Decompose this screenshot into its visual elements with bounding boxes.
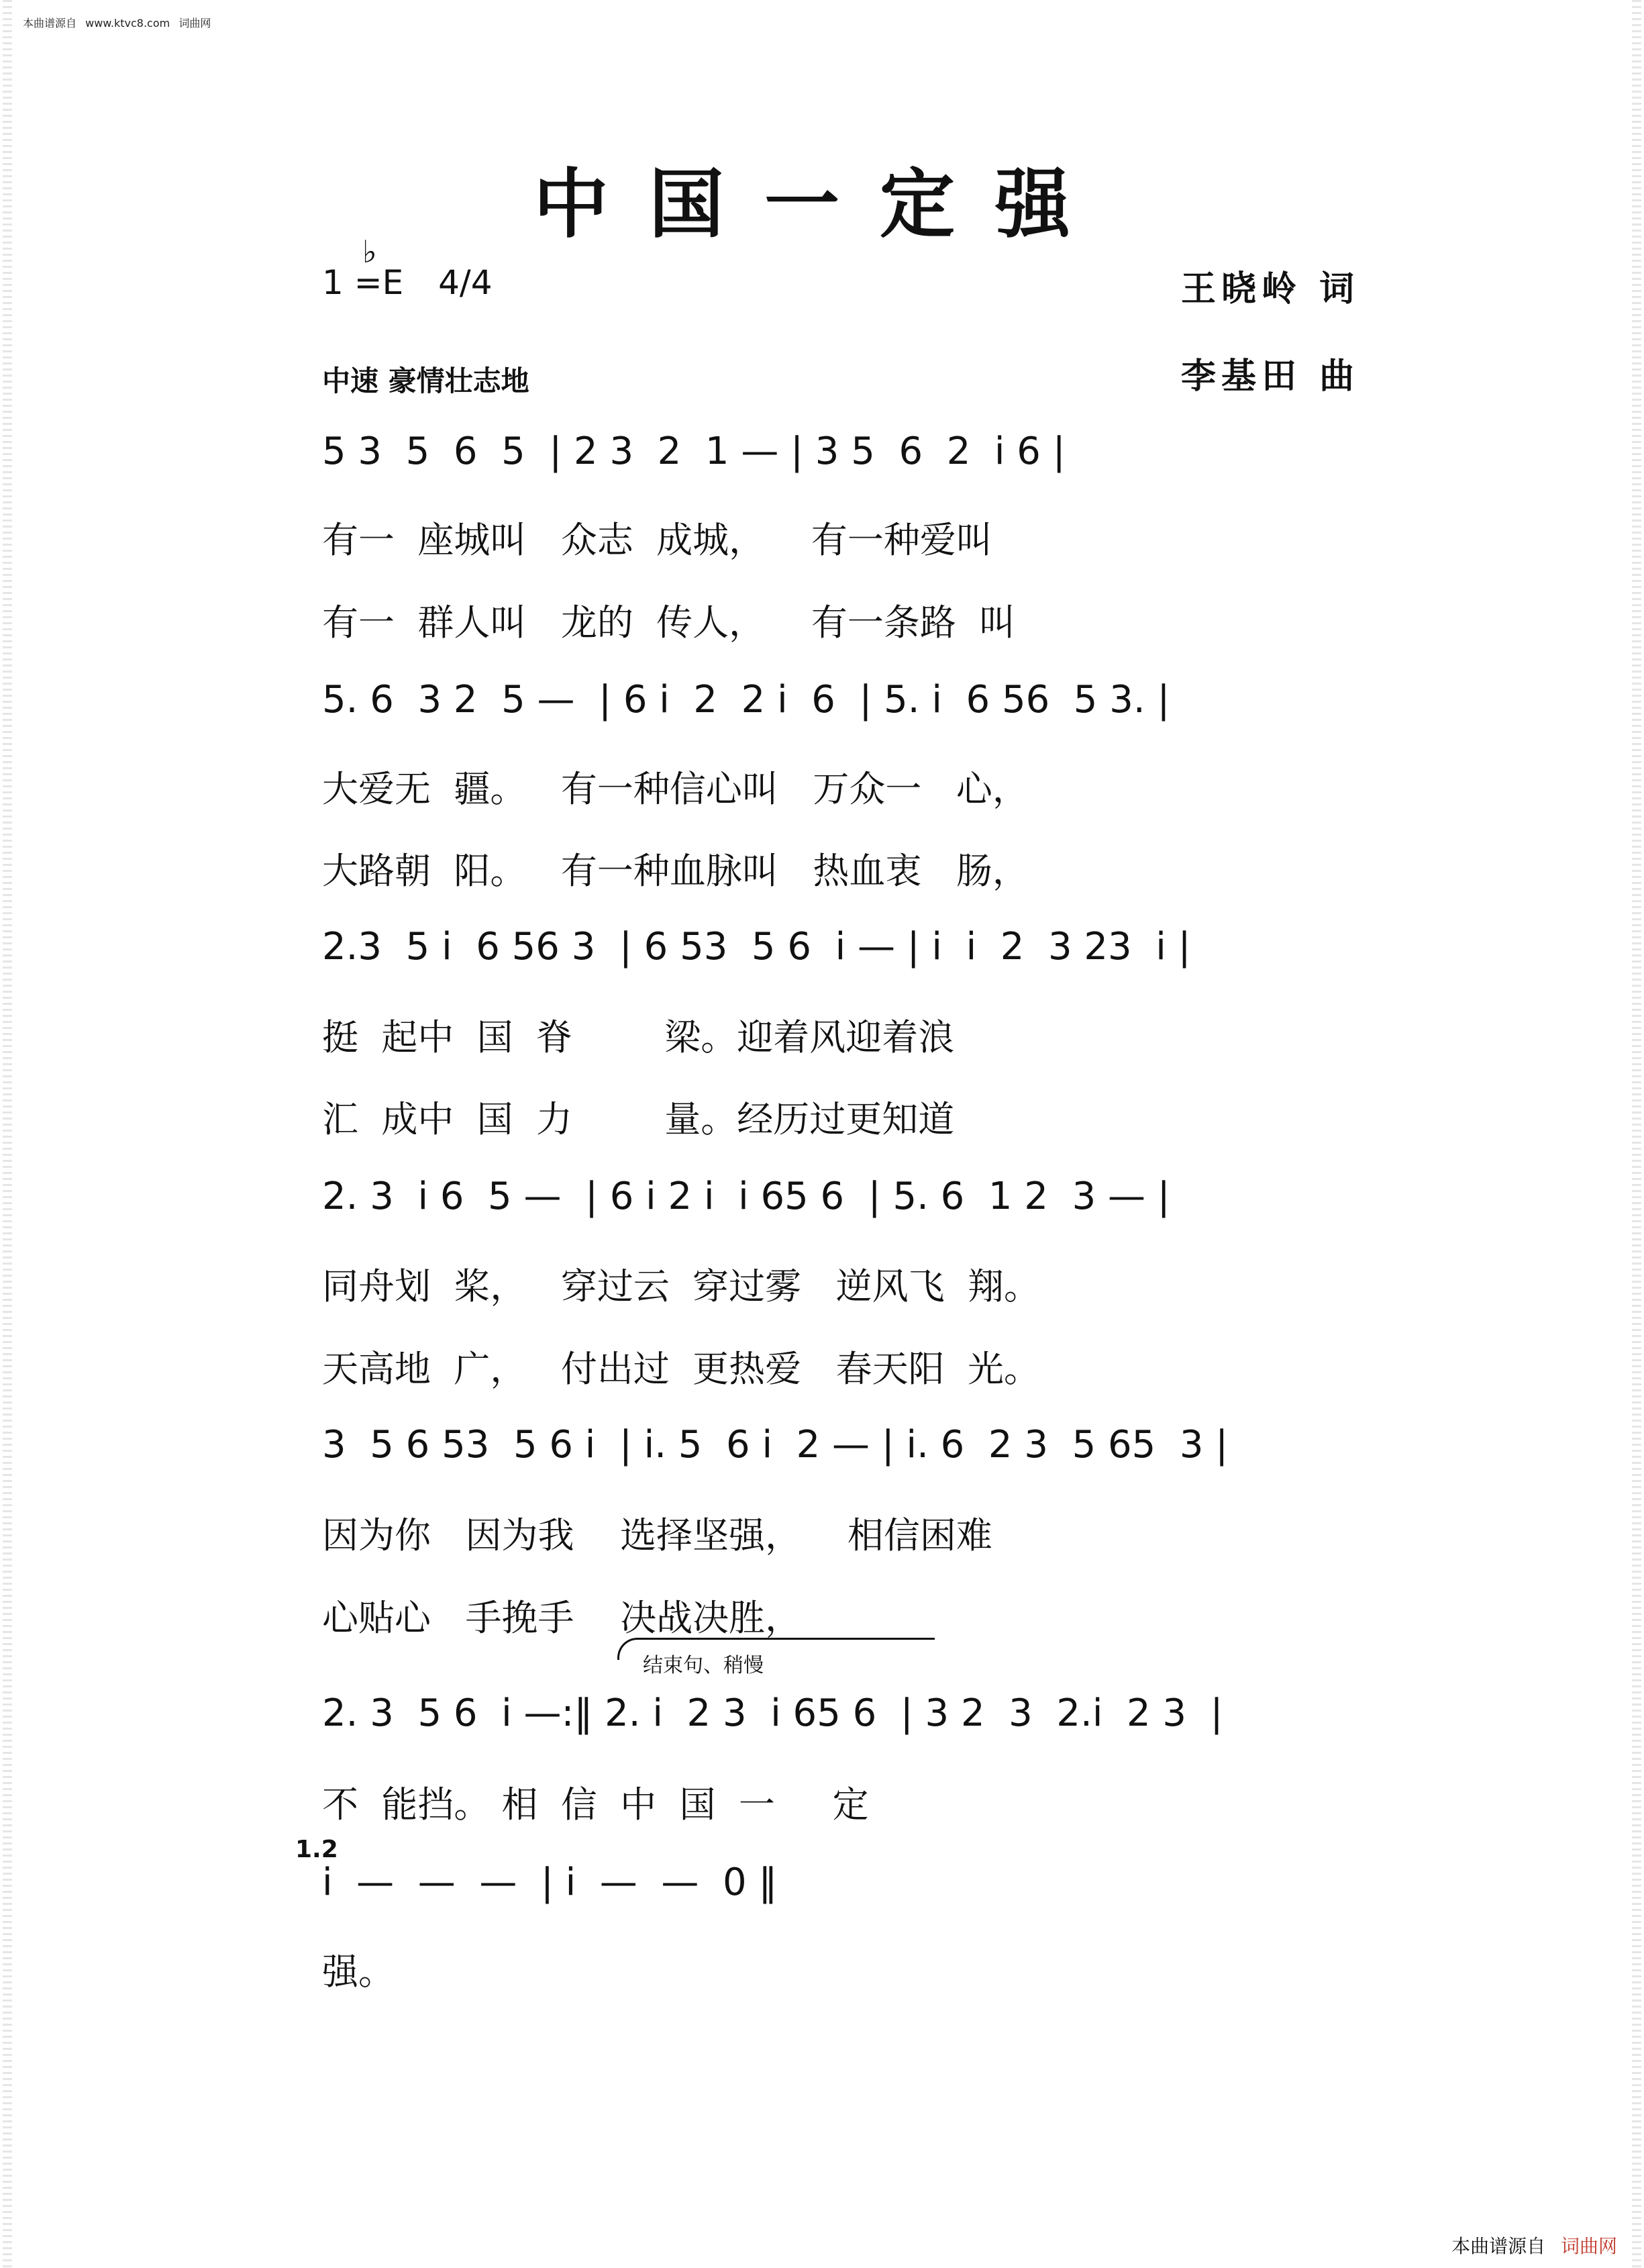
lyric-line: 大爱无 疆。 有一种信心叫 万众一 心，	[322, 768, 1029, 810]
final-volta-mark: 1.2	[295, 1836, 338, 1863]
composer-credit: 李基田 曲	[1181, 356, 1360, 397]
lyric-line: 不 能挡。 相 信 中 国 一 定	[322, 1783, 869, 1826]
notation-line: 5 3 5 6 5 | 2 3 2 1 — | 3 5 6 2 i 6 |	[322, 430, 1066, 473]
site-header	[23, 15, 211, 30]
notation-line: 2.3 5 i 6 56 3 | 6 53 5 6 i — | i i 2 3 23 i |	[322, 925, 1191, 969]
lyric-line: 大路朝 阳。 有一种血脉叫 热血衷 肠，	[322, 850, 1029, 892]
notation-line: 5. 6 3 2 5 — | 6 i 2 2 i 6 | 5. i 6 56 5 3. |	[322, 678, 1170, 722]
lyric-line: 天高地 广， 付出过 更热爱 春天阳 光。	[322, 1348, 1040, 1390]
left-border-strip	[3, 0, 12, 2268]
notation-line: i — — — | i — — 0 ‖	[322, 1861, 778, 1904]
lyric-line: 强。	[322, 1951, 395, 1993]
lyric-line: 有一 群人叫 龙的 传人， 有一条路 叫	[322, 601, 1016, 644]
lyric-line: 心贴心 手挽手 决战决胜，	[322, 1597, 802, 1639]
ending-annotation: 结束句、稍慢	[643, 1654, 764, 1677]
footer-site-name[interactable]: 词曲网	[1560, 2235, 1617, 2257]
flat-symbol: ♭	[362, 234, 377, 270]
tempo-marking: 中速 豪情壮志地	[322, 364, 529, 397]
notation-line: 3 5 6 53 5 6 i | i. 5 6 i 2 — | i. 6 2 3 5 65 3 |	[322, 1423, 1229, 1467]
notation-line: 2. 3 i 6 5 — | 6 i 2 i i 65 6 | 5. 6 1 2 3 — |	[322, 1175, 1170, 1218]
lyricist-credit: 王晓岭 词	[1181, 269, 1360, 309]
lyric-line: 有一 座城叫 众志 成城， 有一种爱叫	[322, 519, 992, 561]
lyric-line: 因为你 因为我 选择坚强， 相信困难	[322, 1514, 992, 1557]
key-prefix: 1 =E	[322, 263, 404, 302]
header-site-name: 词曲网	[178, 17, 211, 30]
lyric-line: 挺 起中 国 脊 梁。迎着风迎着浪	[322, 1016, 955, 1058]
song-title: 中国一定强	[533, 160, 1111, 248]
lyric-line: 同舟划 桨， 穿过云 穿过雾 逆风飞 翔。	[322, 1265, 1040, 1308]
footer	[1451, 2232, 1617, 2259]
key-signature	[322, 234, 493, 302]
footer-source: 本曲谱源自	[1451, 2235, 1546, 2257]
time-signature: 4/4	[438, 263, 493, 302]
lyric-line: 汇 成中 国 力 量。经历过更知道	[322, 1098, 955, 1140]
header-source: 本曲谱源自	[23, 17, 77, 30]
header-url[interactable]: www.ktvc8.com	[85, 17, 170, 30]
right-border-strip	[1632, 0, 1641, 2268]
notation-line: 2. 3 5 6 i —:‖ 2. i 2 3 i 65 6 | 3 2 3 2.i 2 3 |	[322, 1691, 1223, 1735]
